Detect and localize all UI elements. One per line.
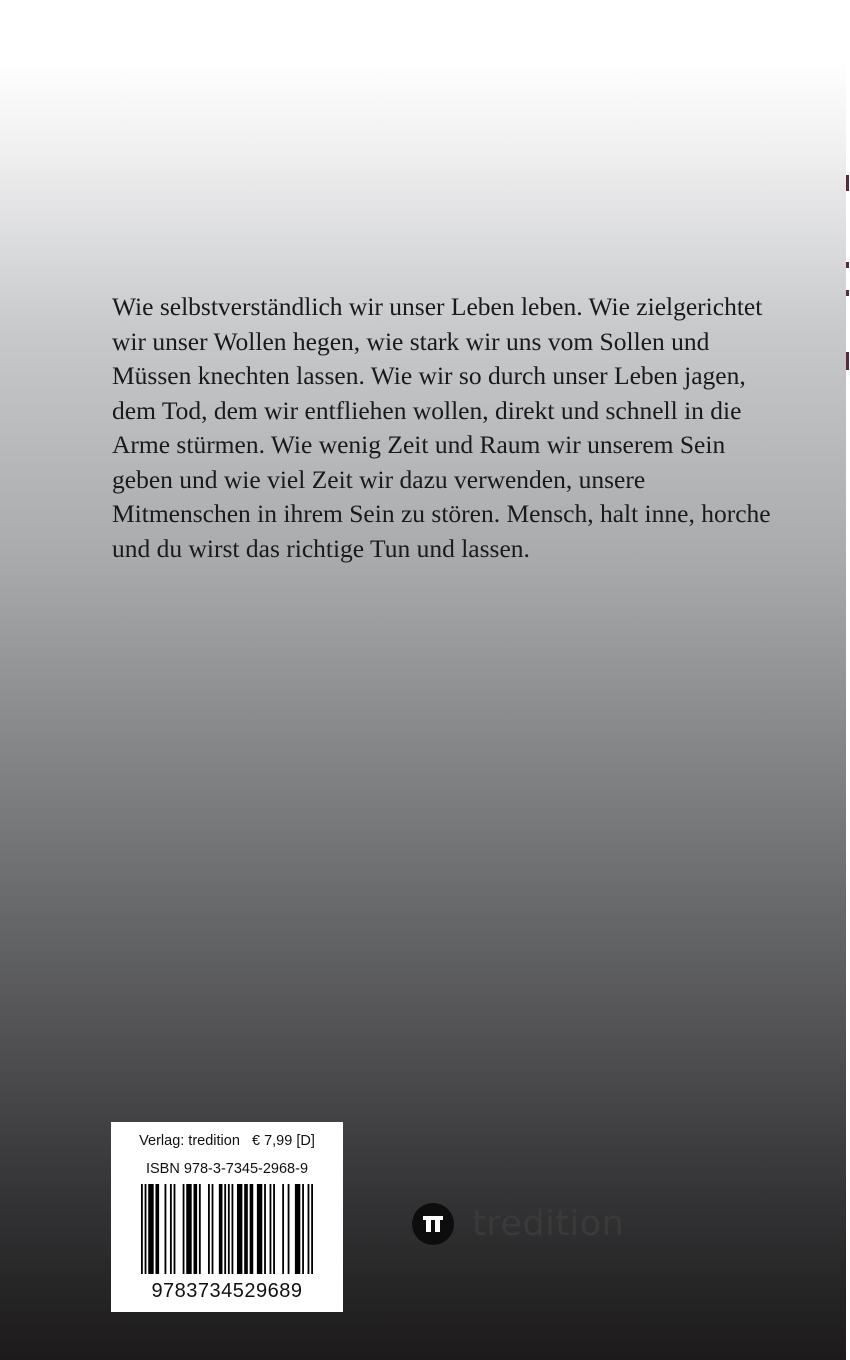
barcode-bar [199, 1184, 201, 1274]
barcode-bar [183, 1184, 185, 1274]
barcode-bar [273, 1184, 275, 1274]
barcode-bar [165, 1184, 167, 1274]
barcode-bar [270, 1184, 272, 1274]
edge-mark [846, 175, 849, 191]
barcode-bar [224, 1184, 226, 1274]
barcode-bar [208, 1184, 210, 1274]
barcode-digits: 9783734529689 [151, 1280, 303, 1302]
barcode-bar [282, 1184, 284, 1274]
barcode-bar [232, 1184, 234, 1274]
barcode-bar [212, 1184, 214, 1274]
barcode-bar [194, 1184, 198, 1274]
barcode-bar [141, 1184, 143, 1274]
tredition-logo-icon [412, 1203, 454, 1245]
barcode-bar [295, 1184, 300, 1274]
barcode-bar [288, 1184, 290, 1274]
barcode-bar [264, 1184, 266, 1274]
barcode-label [111, 1122, 343, 1312]
publisher-price-line: Verlag: tredition € 7,99 [D] [139, 1133, 315, 1149]
barcode-bar [257, 1184, 262, 1274]
barcode-bar [219, 1184, 223, 1274]
barcode-bar [311, 1184, 313, 1274]
barcode-bar [250, 1184, 254, 1274]
isbn-line: ISBN 978-3-7345-2968-9 [145, 1161, 309, 1177]
back-cover-blurb: Wie selbstverständlich wir unser Leben leben. Wie zielgerichtet wir unser Wollen hegen, wie stark wir uns vom Sollen und Müssen knechten lassen. Wie wir so durch unser Leben jagen, dem Tod, dem wir entfliehen wollen, direkt und schnell in die Arme stürmen. Wie wenig Zeit und Raum wir unserem Sein geben und wie viel Zeit wir dazu verwenden, unsere Mitmenschen in ihrem Sein zu stören. Mensch, halt inne, horche und du wirst das richtige Tun und lassen. [112, 292, 771, 563]
edge-mark [846, 352, 849, 370]
barcode-bar [170, 1184, 172, 1274]
barcode-bar [174, 1184, 176, 1274]
publisher-logo-text: tredition [472, 1204, 625, 1244]
page-edge [846, 0, 850, 1360]
barcode-bar [244, 1184, 248, 1274]
barcode-bar [186, 1184, 191, 1274]
barcode-bar [237, 1184, 242, 1274]
barcode-bar [145, 1184, 147, 1274]
barcode [141, 1184, 313, 1274]
barcode-bar [308, 1184, 310, 1274]
edge-mark [846, 290, 849, 296]
edge-mark [846, 262, 849, 268]
publisher-logo [412, 1201, 624, 1247]
barcode-bar [148, 1184, 153, 1274]
barcode-bar [228, 1184, 230, 1274]
barcode-bar [302, 1184, 304, 1274]
barcode-bar [155, 1184, 159, 1274]
